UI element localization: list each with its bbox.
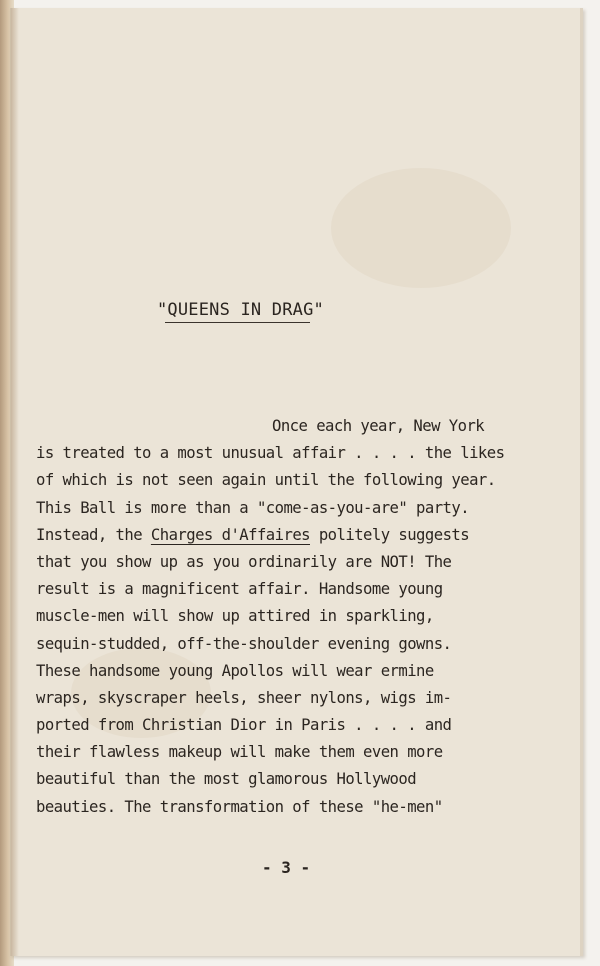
text-line xyxy=(36,522,526,549)
underlined-term: Charges d'Affaires xyxy=(150,525,310,544)
page-number: - 3 - xyxy=(262,858,311,877)
text-line: of which is not seen again until the following year. xyxy=(36,471,496,490)
text-line: is treated to a most unusual affair . . . . the likes xyxy=(36,444,505,463)
text-line: These handsome young Apollos will wear ermine xyxy=(36,661,434,680)
text-segment: Instead, the xyxy=(36,525,151,544)
text-line: their flawless makeup will make them even more xyxy=(36,743,443,762)
page-fold-shadow xyxy=(11,8,19,956)
text-line: muscle-men will show up attired in sparkling, xyxy=(36,607,434,626)
text-line: ported from Christian Dior in Paris . . . . and xyxy=(36,716,452,735)
text-line: beautiful than the most glamorous Hollywood xyxy=(36,770,417,789)
text-line: result is a magnificent affair. Handsome young xyxy=(36,580,443,599)
text-line: wraps, skyscraper heels, sheer nylons, wigs im- xyxy=(36,688,452,707)
title-underline xyxy=(165,322,310,323)
text-line: Once each year, New York xyxy=(272,417,485,435)
text-line: This Ball is more than a "come-as-you-are" party. xyxy=(36,498,470,517)
page-title xyxy=(157,300,324,320)
text-line: sequin-studded, off-the-shoulder evening gowns. xyxy=(36,634,452,653)
body-paragraph xyxy=(36,413,526,821)
text-segment: politely suggests xyxy=(310,525,470,544)
page-right-edge xyxy=(580,8,583,956)
paper-stain xyxy=(331,168,511,288)
text-line: beauties. The transformation of these "he-men" xyxy=(36,797,443,816)
text-line: that you show up as you ordinarily are NOT! The xyxy=(36,552,452,571)
page-title-text: "QUEENS IN DRAG" xyxy=(157,300,324,320)
